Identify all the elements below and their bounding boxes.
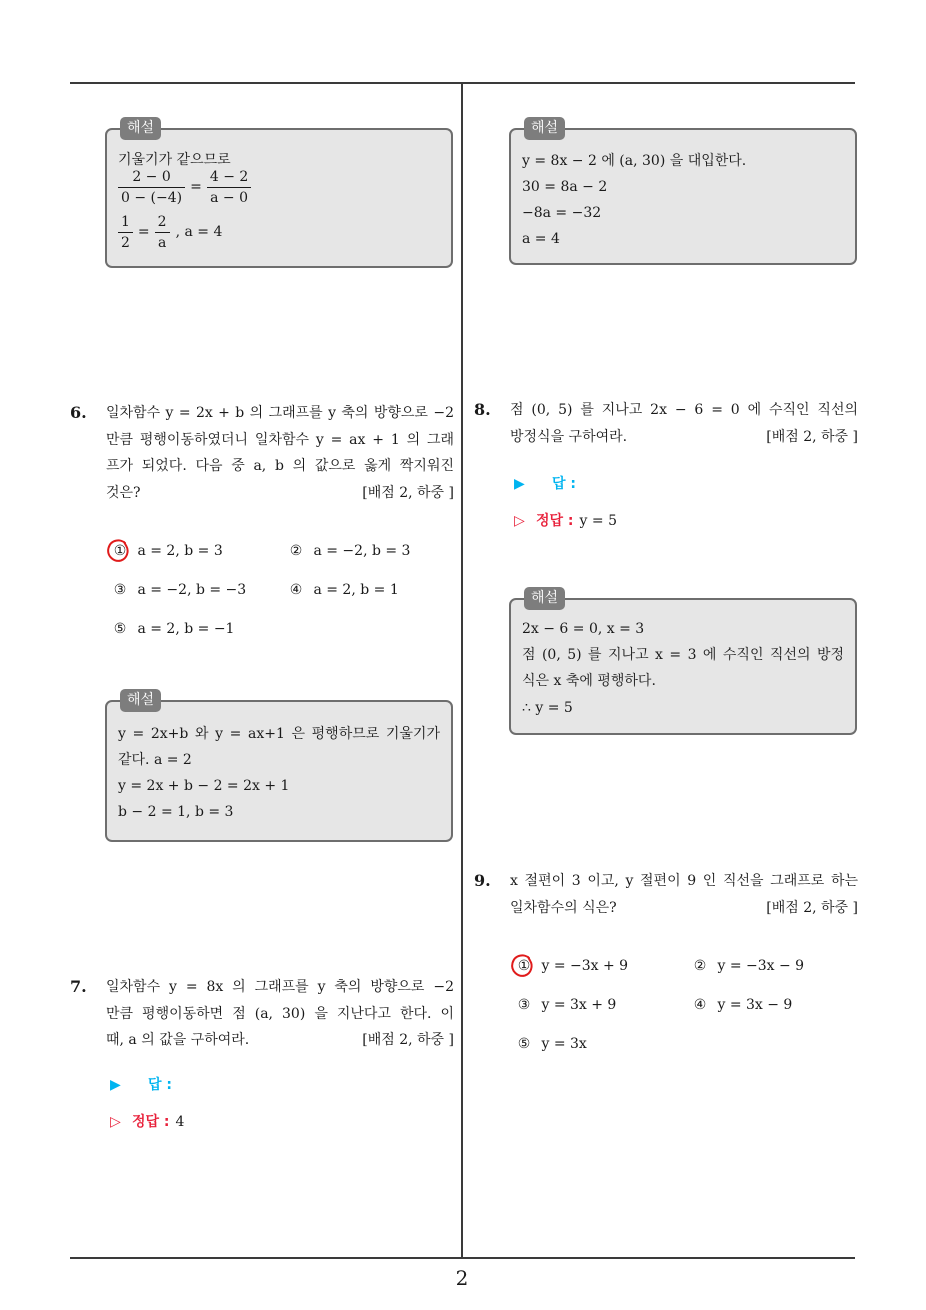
equals-sign: = xyxy=(190,179,202,195)
correct-answer-value: 4 xyxy=(175,1114,185,1130)
choice-3 xyxy=(513,992,616,1018)
correct-answer-line xyxy=(110,1109,184,1135)
solution-line: b − 2 = 1, b = 3 xyxy=(118,804,234,820)
question-line xyxy=(510,895,858,922)
answer-line xyxy=(110,1072,172,1098)
equals-sign: = xyxy=(137,224,150,240)
correct-answer-label: 정답 : xyxy=(536,513,574,529)
choice-text: a = 2, b = −1 xyxy=(137,621,235,637)
question-number: 6. xyxy=(70,403,87,422)
question-line: 점 (0, 5) 를 지나고 2x − 6 = 0 에 수직인 직선의 xyxy=(510,402,858,418)
question-text xyxy=(106,400,454,506)
correct-answer-value: y = 5 xyxy=(579,513,617,529)
result-text: , a = 4 xyxy=(175,224,223,240)
solution-line: 2x − 6 = 0, x = 3 xyxy=(522,621,645,637)
choice-3 xyxy=(109,577,246,603)
choice-number: ③ xyxy=(517,997,531,1013)
outline-arrow-icon: ▷ xyxy=(514,513,525,529)
play-arrow-icon: ▶ xyxy=(514,476,525,492)
question-text xyxy=(106,974,454,1054)
question-number: 7. xyxy=(70,977,87,996)
choice-text: y = 3x xyxy=(541,1036,587,1052)
denominator: a xyxy=(157,234,167,251)
choice-2 xyxy=(285,538,410,564)
solution-line: −8a = −32 xyxy=(522,205,602,221)
fraction-row xyxy=(118,210,222,254)
correct-answer-line xyxy=(514,508,617,534)
score-label: [배점 2, 하중 ] xyxy=(362,484,454,501)
question-line: 만큼 평행이동하면 점 (a, 30) 을 지난다고 한다. 이 xyxy=(106,1005,454,1022)
solution-line: y = 8x − 2 에 (a, 30) 을 대입한다. xyxy=(522,153,747,169)
question-text xyxy=(510,397,858,450)
score-label: [배점 2, 하중 ] xyxy=(766,899,858,916)
choice-number xyxy=(109,538,131,564)
question-line xyxy=(106,480,454,507)
choice-text: y = 3x + 9 xyxy=(541,997,617,1013)
fraction xyxy=(118,212,133,253)
choice-number-label: ① xyxy=(113,543,127,559)
answer-label: 답 : xyxy=(148,1077,172,1093)
choice-text: y = 3x − 9 xyxy=(717,997,793,1013)
solution-box xyxy=(509,120,857,265)
choice-number: ② xyxy=(289,543,303,559)
answer-circle-icon xyxy=(509,952,537,980)
solution-tag: 해설 xyxy=(120,689,161,712)
choice-number xyxy=(513,953,535,979)
fraction xyxy=(155,212,170,253)
outline-arrow-icon: ▷ xyxy=(110,1114,121,1130)
denominator: 0 − (−4) xyxy=(121,189,183,206)
solution-line: ∴ y = 5 xyxy=(522,700,573,716)
solution-line: 점 (0, 5) 를 지나고 x = 3 에 수직인 직선의 방정 xyxy=(522,647,844,663)
choice-number: ⑤ xyxy=(517,1036,531,1052)
choice-text: y = −3x + 9 xyxy=(541,958,629,974)
choice-number: ④ xyxy=(693,997,707,1013)
question-number: 8. xyxy=(474,400,491,419)
question-number: 9. xyxy=(474,871,491,890)
solution-line: 같다. a = 2 xyxy=(118,752,192,768)
answer-circle-icon xyxy=(105,537,133,565)
choice-text: a = 2, b = 1 xyxy=(313,582,399,598)
solution-line: y = 2x + b − 2 = 2x + 1 xyxy=(118,778,290,794)
choice-number: ② xyxy=(693,958,707,974)
question-line-text: 때, a 의 값을 구하여라. xyxy=(106,1032,250,1048)
solution-tag: 해설 xyxy=(524,117,565,140)
fraction xyxy=(118,167,185,208)
numerator: 2 xyxy=(155,212,170,233)
play-arrow-icon: ▶ xyxy=(110,1077,121,1093)
numerator: 4 − 2 xyxy=(207,167,251,188)
score-label: [배점 2, 하중 ] xyxy=(362,1032,454,1048)
question-line: 일차함수 y = 8x 의 그래프를 y 축의 방향으로 −2 xyxy=(106,979,454,995)
choice-number-label: ① xyxy=(517,958,531,974)
solution-box xyxy=(105,692,453,842)
choice-4 xyxy=(689,992,792,1018)
choice-text: a = −2, b = −3 xyxy=(137,582,247,598)
fraction xyxy=(207,167,251,208)
answer-line xyxy=(514,471,576,497)
choice-text: a = 2, b = 3 xyxy=(137,543,223,559)
question-line-text: 것은? xyxy=(106,484,141,501)
correct-answer-label: 정답 : xyxy=(132,1114,170,1130)
answer-label: 답 : xyxy=(552,476,576,492)
choice-5 xyxy=(513,1031,587,1057)
question-line-text: 일차함수의 식은? xyxy=(510,899,617,916)
column-divider xyxy=(461,83,463,1258)
question-line: 일차함수 y = 2x + b 의 그래프를 y 축의 방향으로 −2 xyxy=(106,405,454,421)
choice-text: y = −3x − 9 xyxy=(717,958,805,974)
question-line: 만큼 평행이동하였더니 일차함수 y = ax + 1 의 그래 xyxy=(106,431,454,448)
choice-5 xyxy=(109,616,234,642)
choice-1 xyxy=(513,953,628,979)
bottom-rule xyxy=(70,1257,855,1259)
solution-line: 30 = 8a − 2 xyxy=(522,179,608,195)
solution-box xyxy=(509,590,857,735)
choice-number: ③ xyxy=(113,582,127,598)
page-number: 2 xyxy=(455,1266,469,1290)
solution-tag: 해설 xyxy=(120,117,161,140)
numerator: 2 − 0 xyxy=(118,167,185,188)
choice-2 xyxy=(689,953,804,979)
numerator: 1 xyxy=(118,212,133,233)
solution-line: 기울기가 같으므로 xyxy=(118,152,231,168)
solution-line: 식은 x 축에 평행하다. xyxy=(522,673,656,689)
question-text xyxy=(510,868,858,921)
solution-line: a = 4 xyxy=(522,231,560,247)
choice-text: a = −2, b = 3 xyxy=(313,543,411,559)
solution-box xyxy=(105,120,453,268)
choice-4 xyxy=(285,577,399,603)
denominator: a − 0 xyxy=(210,189,249,206)
choice-number: ④ xyxy=(289,582,303,598)
question-line: x 절편이 3 이고, y 절편이 9 인 직선을 그래프로 하는 xyxy=(510,873,858,889)
score-label: [배점 2, 하중 ] xyxy=(766,428,858,445)
choice-number: ⑤ xyxy=(113,621,127,637)
question-line: 프가 되었다. 다음 중 a, b 의 값으로 옳게 짝지워진 xyxy=(106,458,454,474)
choice-1 xyxy=(109,538,223,564)
solution-tag: 해설 xyxy=(524,587,565,610)
question-line xyxy=(510,424,858,451)
question-line-text: 방정식을 구하여라. xyxy=(510,428,628,445)
solution-line: y = 2x+b 와 y = ax+1 은 평행하므로 기울기가 xyxy=(118,726,440,742)
denominator: 2 xyxy=(121,234,130,251)
question-line xyxy=(106,1027,454,1054)
fraction-row xyxy=(118,165,251,209)
